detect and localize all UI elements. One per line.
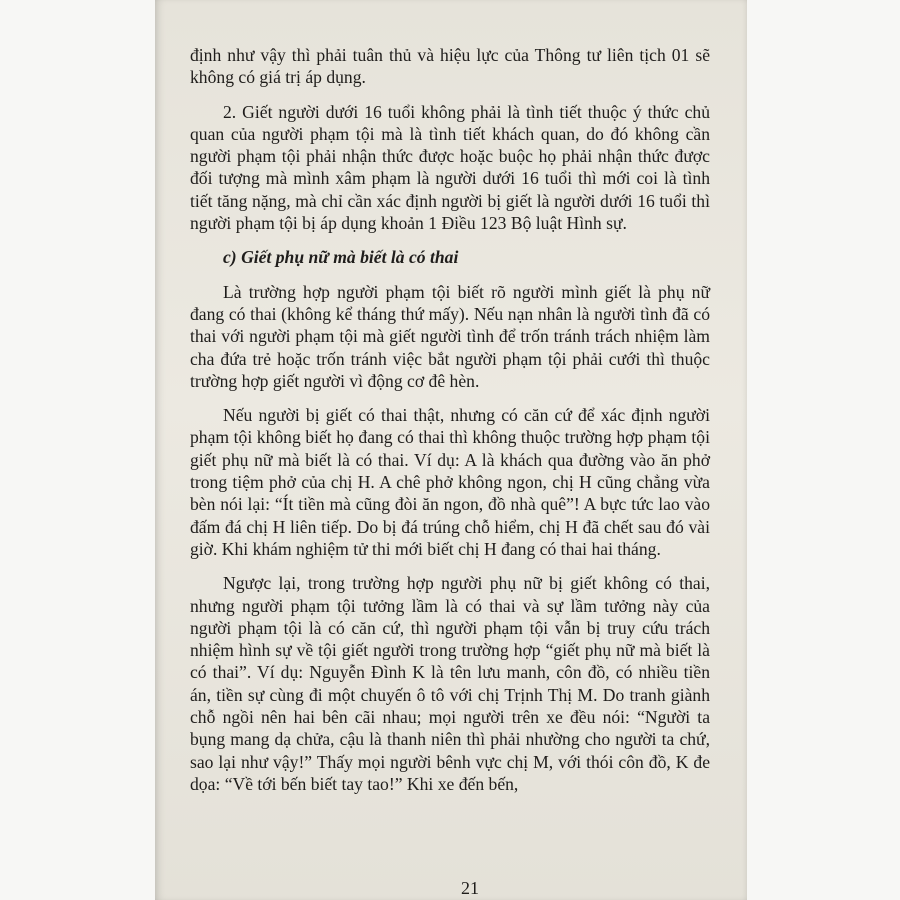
paragraph-example-a: Nếu người bị giết có thai thật, nhưng có căn cứ để xác định người phạm tội không biết họ đang có thai thì không thuộc trường hợp phạm tội giết phụ nữ mà biết là có thai. Ví dụ: A là khách qua đường vào ăn phở trong tiệm phở của chị H. A chê phở không ngon, chị H cũng chẳng vừa bèn nói lại: “Ít tiền mà cũng đòi ăn ngon, đồ nhà quê”! A bực tức lao vào đấm đá chị H liên tiếp. Do bị đá trúng chỗ hiểm, chị H đã chết sau đó vài giờ. Khi khám nghiệm tử thi mới biết chị H đang có thai hai tháng. — [190, 405, 710, 559]
paragraph-2-under-16: 2. Giết người dưới 16 tuổi không phải là tình tiết thuộc ý thức chủ quan của người phạm tội mà là tình tiết khách quan, do đó không cần người phạm tội phải nhận thức được hoặc buộc họ phải nhận thức được đối tượng mà mình xâm phạm là người dưới 16 tuổi thì mới coi là tình tiết tăng nặng, mà chỉ cần xác định người bị giết là người dưới 16 tuổi thì người phạm tội bị áp dụng khoản 1 Điều 123 Bộ luật Hình sự. — [190, 101, 710, 234]
section-heading-c: c) Giết phụ nữ mà biết là có thai — [223, 247, 459, 268]
paragraph-example-k: Ngược lại, trong trường hợp người phụ nữ bị giết không có thai, nhưng người phạm tội tưởng lầm là có thai và sự lầm tưởng này của người phạm tội là có căn cứ, thì người phạm tội vẫn bị truy cứu trách nhiệm hình sự về tội giết người trong trường hợp “giết phụ nữ mà biết là có thai”. Ví dụ: Nguyễn Đình K là tên lưu manh, côn đồ, có nhiều tiền án, tiền sự cùng đi một chuyến ô tô với chị Trịnh Thị M. Do tranh giành chỗ ngồi nên hai bên cãi nhau; mọi người trên xe đều nói: “Người ta bụng mang dạ chửa, cậu là thanh niên thì phải nhường cho người ta chứ, sao lại như vậy!” Thấy mọi người bênh vực chị M, với thói côn đồ, K đe dọa: “Về tới bến biết tay tao!” Khi xe đến bến, — [190, 573, 710, 794]
paragraph-definition: Là trường hợp người phạm tội biết rõ người mình giết là phụ nữ đang có thai (không kể tháng thứ mấy). Nếu nạn nhân là người tình đã có thai với người phạm tội mà giết người tình để trốn tránh trách nhiệm làm cha đứa trẻ hoặc trốn tránh việc bắt người phạm tội phải cưới thì thuộc trường hợp giết người vì động cơ đê hèn. — [190, 281, 710, 391]
paragraph-continuation: định như vậy thì phải tuân thủ và hiệu lực của Thông tư liên tịch 01 sẽ không có giá trị áp dụng. — [190, 45, 710, 88]
page-number: 21 — [461, 878, 479, 898]
page-body — [190, 44, 710, 807]
